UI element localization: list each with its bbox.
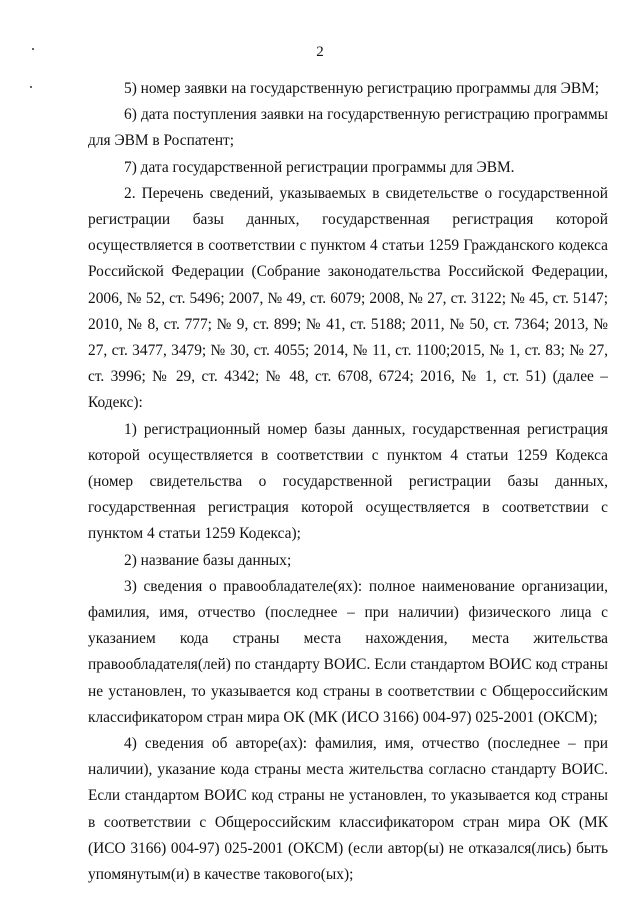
paragraph-db-item-2: 2) название базы данных; <box>124 551 292 569</box>
paragraph-item-6: 6) дата поступления заявки на государственную регистрацию программы для ЭВМ в Роспатент; <box>88 106 608 150</box>
paragraph-item-7: 7) дата государственной регистрации программы для ЭВМ. <box>124 158 515 176</box>
paragraph-db-item-4: 4) сведения об авторе(ах): фамилия, имя, отчество (последнее – при наличии), указание кода страны места жительства согласно стандарту ВОИС. Если стандартом ВОИС код страны не установлен, то указывается код страны в соответствии с Общероссийским классификатором стран мира ОК (МК (ИСО 3166) 004-97) 025-2001 (ОКСМ) (если автор(ы) не отказался(лись) быть упомянутым(и) в качестве такового(ых); <box>88 735 608 884</box>
paragraph-db-item-3: 3) сведения о правообладателе(ях): полное наименование организации, фамилия, имя, отчество (последнее – при наличии) физического лица с указанием кода страны места нахождения, места жительства правообладателя(лей) по стандарту ВОИС. Если стандартом ВОИС код страны не установлен, то указывается код страны в соответствии с Общероссийским классификатором стран мира ОК (МК (ИСО 3166) 004-97) 025-2001 (ОКСМ); <box>88 577 608 726</box>
page-number: 2 <box>316 44 324 60</box>
paragraph-db-item-1: 1) регистрационный номер базы данных, государственная регистрация которой осуществляется в соответствии с пунктом 4 статьи 1259 Кодекса (номер свидетельства о государственной регистрации базы данных, государственная регистрация которой осуществляется в соответствии с пунктом 4 статьи 1259 Кодекса); <box>88 420 608 543</box>
paragraph-section-2: 2. Перечень сведений, указываемых в свидетельстве о государственной регистрации базы данных, государственная регистрация которой осуществляется в соответствии с пунктом 4 статьи 1259 Гражданского кодекса Российской Федерации (Собрание законодательства Российской Федерации, 2006, № 52, ст. 5496; 2007, № 49, ст. 6079; 2008, № 27, ст. 3122; № 45, ст. 5147; 2010, № 8, ст. 777; № 9, ст. 899; № 41, ст. 5188; 2011, № 50, ст. 7364; 2013, № 27, ст. 3477, 3479; № 30, ст. 4055; 2014, № 11, ст. 1100;2015, № 1, ст. 83; № 27, ст. 3996; № 29, ст. 4342; № 48, ст. 6708, 6724; 2016, № 1, ст. 51) (далее – Кодекс): <box>88 184 608 412</box>
paragraph-item-5: 5) номер заявки на государственную регистрацию программы для ЭВМ; <box>124 80 600 97</box>
document-body <box>88 76 608 888</box>
scan-speck <box>30 86 32 88</box>
